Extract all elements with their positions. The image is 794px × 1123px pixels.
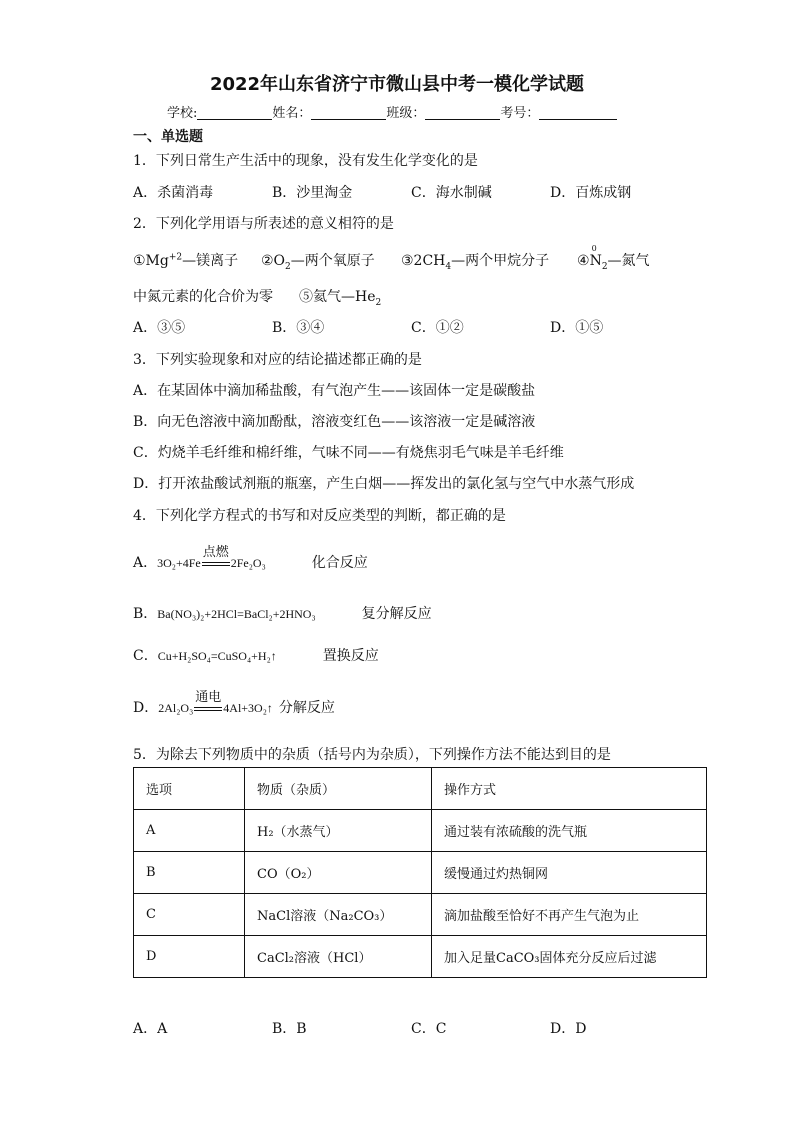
table-header-cell: 操作方式 xyxy=(432,768,707,810)
q1-option-c[interactable]: C．海水制碱 xyxy=(411,185,492,201)
table-header-cell: 物质（杂质） xyxy=(245,768,432,810)
q4-option-a[interactable]: A．3O₂+4Fe 点燃 2Fe₂O₃ 化合反应 xyxy=(133,552,368,572)
q2-stem: 2．下列化学用语与所表述的意义相符的是 xyxy=(133,216,394,232)
q5-option-d[interactable]: D．D xyxy=(550,1021,587,1037)
table-cell: 加入足量CaCO₃固体充分反应后过滤 xyxy=(432,936,707,978)
q1-options xyxy=(133,182,631,202)
exam-no-label: 考号： xyxy=(500,106,540,121)
table-row xyxy=(134,810,707,852)
q4-b-equation: Ba(NO₃)₂+2HCl=BaCl₂+2HNO₃ xyxy=(157,607,316,621)
q2-options xyxy=(133,317,603,337)
table-cell: D xyxy=(134,936,245,978)
table-row xyxy=(134,852,707,894)
q2-item-3: $③2CH_4—$两个甲烷分子 xyxy=(401,253,550,272)
exam-no-blank[interactable] xyxy=(539,105,617,120)
section-heading: 一、单选题 xyxy=(133,129,203,145)
table-cell: C xyxy=(134,894,245,936)
q3-option-d[interactable]: D．打开浓盐酸试剂瓶的瓶塞，产生白烟——挥发出的氯化氢与空气中水蒸气形成 xyxy=(133,476,635,492)
condition-ignite: 点燃 xyxy=(202,545,229,560)
q5-option-b[interactable]: B．B xyxy=(272,1021,307,1037)
table-cell: 缓慢通过灼热铜网 xyxy=(432,852,707,894)
table-cell: H₂（水蒸气） xyxy=(245,810,432,852)
q2-item-4-cont: 中氮元素的化合价为零 xyxy=(133,289,273,305)
table-cell: 滴加盐酸至恰好不再产生气泡为止 xyxy=(432,894,707,936)
q1-option-b[interactable]: B．沙里淘金 xyxy=(272,185,353,201)
q4-a-equation: 3O₂+4Fe 点燃 2Fe₂O₃ xyxy=(157,556,266,570)
student-info-line xyxy=(167,102,617,121)
q2-item-5: ⑤氦气$—He_2$ xyxy=(299,289,382,308)
class-blank[interactable] xyxy=(425,105,500,120)
q3-stem: 3．下列实验现象和对应的结论描述都正确的是 xyxy=(133,352,422,368)
table-header-cell: 选项 xyxy=(134,768,245,810)
q1-option-a[interactable]: A．杀菌消毒 xyxy=(133,185,214,201)
q2-option-a[interactable]: A．③⑤ xyxy=(133,320,186,336)
q4-option-c[interactable]: C．Cu+H₂SO₄=CuSO₄+H₂↑ 置换反应 xyxy=(133,645,379,665)
class-label: 班级： xyxy=(386,106,426,121)
q2-items-line2 xyxy=(133,286,381,308)
q4-d-equation: 2Al₂O₃ 通电 4Al+3O₂↑ xyxy=(158,701,273,715)
table-header-row xyxy=(134,768,707,810)
q4-stem: 4．下列化学方程式的书写和对反应类型的判断，都正确的是 xyxy=(133,508,506,524)
table-cell: 通过装有浓硫酸的洗气瓶 xyxy=(432,810,707,852)
condition-electrolysis: 通电 xyxy=(195,690,222,705)
school-label: 学校: xyxy=(167,106,198,121)
q2-items-line1 xyxy=(133,244,650,272)
q2-option-d[interactable]: D．①⑤ xyxy=(550,320,604,336)
table-cell: CO（O₂） xyxy=(245,852,432,894)
q4-a-type: 化合反应 xyxy=(311,555,368,571)
q5-stem: 5．为除去下列物质中的杂质（括号内为杂质），下列操作方法不能达到目的是 xyxy=(133,747,611,763)
q2-item-4: ④ 0 $N_2—$氮气 xyxy=(577,244,650,272)
q4-c-equation: Cu+H₂SO₄=CuSO₄+H₂↑ xyxy=(157,649,277,663)
q1-stem: 1．下列日常生产生活中的现象，没有发生化学变化的是 xyxy=(133,153,478,169)
table-row xyxy=(134,894,707,936)
q4-option-b[interactable]: B．Ba(NO₃)₂+2HCl=BaCl₂+2HNO₃ 复分解反应 xyxy=(133,603,432,623)
table-cell: NaCl溶液（Na₂CO₃） xyxy=(245,894,432,936)
table-cell: B xyxy=(134,852,245,894)
school-blank[interactable] xyxy=(197,105,272,120)
q3-option-b[interactable]: B．向无色溶液中滴加酚酞，溶液变红色——该溶液一定是碱溶液 xyxy=(133,414,536,430)
table-cell: CaCl₂溶液（HCl） xyxy=(245,936,432,978)
q4-d-type: 分解反应 xyxy=(278,700,335,716)
q5-options xyxy=(133,1018,586,1038)
q5-table xyxy=(133,767,707,978)
q2-item-1: $①Mg^{+2}—$镁离子 xyxy=(133,252,239,269)
name-label: 姓名： xyxy=(272,106,312,121)
q4-option-d[interactable]: D．2Al₂O₃ 通电 4Al+3O₂↑ 分解反应 xyxy=(133,697,335,717)
q5-option-a[interactable]: A．A xyxy=(133,1021,168,1037)
name-blank[interactable] xyxy=(311,105,386,120)
q5-option-c[interactable]: C．C xyxy=(411,1021,447,1037)
q2-option-c[interactable]: C．①② xyxy=(411,320,464,336)
q2-item-2: $②O_2—$两个氧原子 xyxy=(261,253,375,272)
q3-option-c[interactable]: C．灼烧羊毛纤维和棉纤维，气味不同——有烧焦羽毛气味是羊毛纤维 xyxy=(133,445,564,461)
q4-c-type: 置换反应 xyxy=(322,648,379,664)
table-cell: A xyxy=(134,810,245,852)
q4-b-type: 复分解反应 xyxy=(361,606,432,622)
q2-option-b[interactable]: B．③④ xyxy=(272,320,325,336)
exam-title: 2022年山东省济宁市微山县中考一模化学试题 xyxy=(209,74,585,95)
table-row xyxy=(134,936,707,978)
q3-option-a[interactable]: A．在某固体中滴加稀盐酸，有气泡产生——该固体一定是碳酸盐 xyxy=(133,383,536,399)
q1-option-d[interactable]: D．百炼成钢 xyxy=(550,185,632,201)
